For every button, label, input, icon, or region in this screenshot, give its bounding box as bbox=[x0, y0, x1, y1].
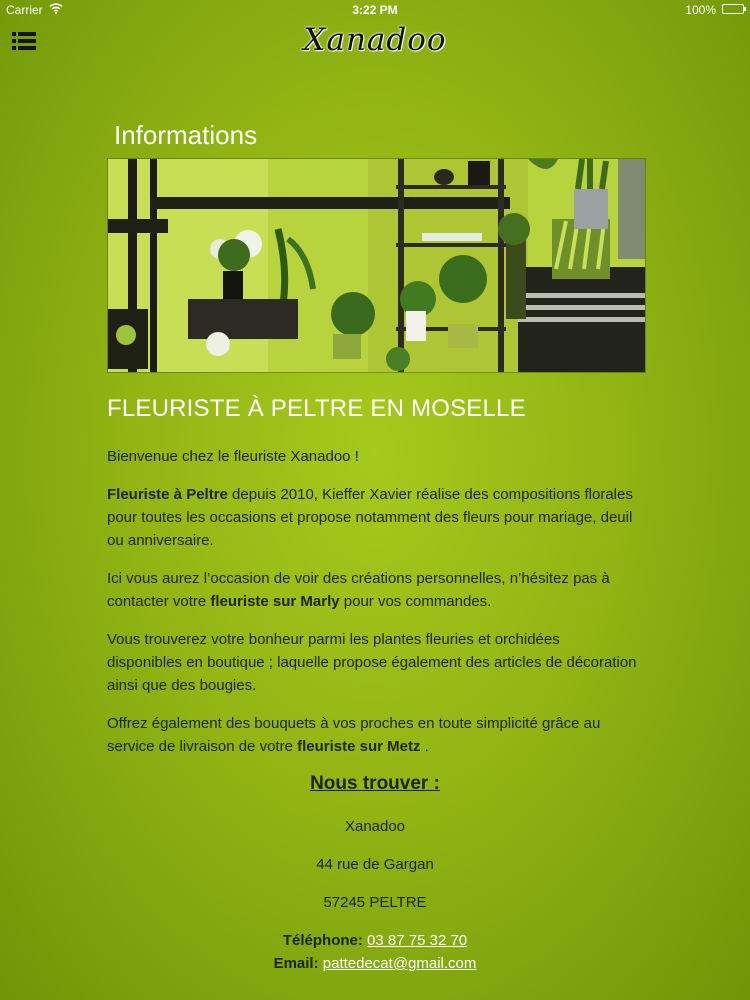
street-address: 44 rue de Gargan bbox=[316, 856, 434, 873]
status-bar bbox=[0, 0, 750, 20]
info-content bbox=[107, 445, 637, 773]
page-heading: FLEURISTE À PELTRE EN MOSELLE bbox=[107, 395, 526, 422]
battery-percent: 100% bbox=[685, 3, 716, 17]
city-address: 57245 PELTRE bbox=[323, 894, 427, 911]
carrier-label: Carrier bbox=[6, 3, 43, 17]
delivery-paragraph: Offrez également des bouquets à vos proches en toute simplicité grâce au service de livraison de votre fleuriste sur Metz . bbox=[107, 715, 601, 755]
shop-banner-image bbox=[107, 158, 646, 373]
email-label: Email: bbox=[273, 955, 319, 972]
page-title: Informations bbox=[114, 120, 258, 150]
boutique-paragraph: Vous trouverez votre bonheur parmi les plantes fleuries et orchidées disponibles en boutique ; laquelle propose également des articles de décoration ainsi que des bougies. bbox=[107, 631, 637, 694]
phone-link[interactable]: 03 87 75 32 70 bbox=[367, 932, 468, 949]
link-fleuriste-marly[interactable]: fleuriste sur Marly bbox=[210, 593, 340, 610]
shop-name: Xanadoo bbox=[344, 818, 406, 835]
phone-label: Téléphone: bbox=[282, 932, 363, 949]
phone-line bbox=[0, 932, 750, 949]
email-link[interactable]: pattedecat@gmail.com bbox=[322, 955, 477, 972]
contact-paragraph: Ici vous aurez l’occasion de voir des créations personnelles, n’hésitez pas à contacter votre fleuriste sur Marly pour vos commandes. bbox=[107, 570, 610, 610]
battery-icon bbox=[722, 4, 744, 14]
clock: 3:22 PM bbox=[352, 3, 398, 17]
link-fleuriste-metz[interactable]: fleuriste sur Metz bbox=[297, 738, 421, 755]
intro-paragraph: Fleuriste à Peltre depuis 2010, Kieffer Xavier réalise des compositions florales pour toutes les occasions et propose notamment des fleurs pour mariage, deuil ou anniversaire. bbox=[107, 486, 633, 549]
email-line bbox=[0, 955, 750, 972]
find-us-title: Nous trouver : bbox=[310, 773, 440, 794]
brand-logo[interactable]: Xanadoo bbox=[303, 22, 447, 58]
keyword-fleuriste-peltre: Fleuriste à Peltre bbox=[107, 486, 228, 503]
welcome-paragraph: Bienvenue chez le fleuriste Xanadoo ! bbox=[107, 448, 359, 465]
